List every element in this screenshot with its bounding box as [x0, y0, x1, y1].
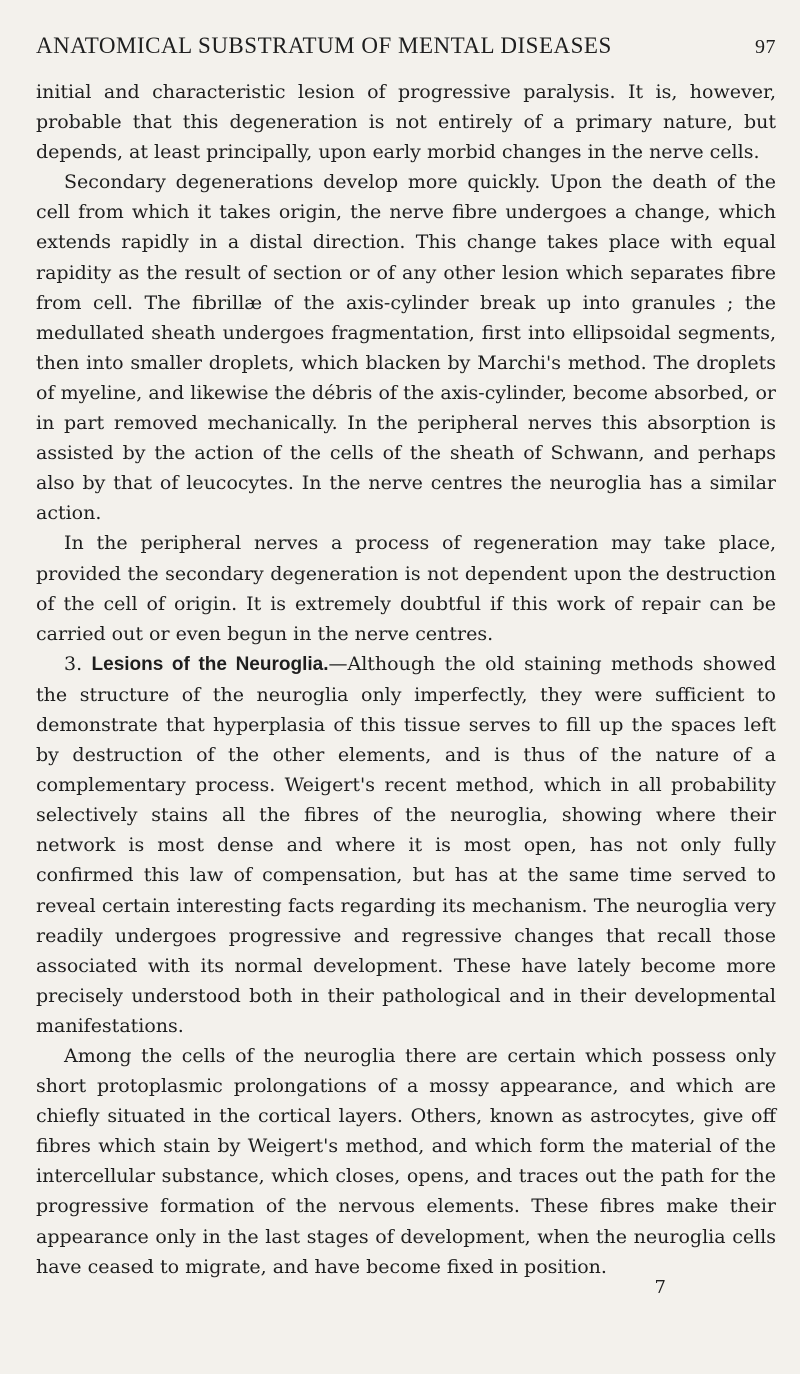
running-title: ANATOMICAL SUBSTRATUM OF MENTAL DISEASES	[36, 33, 612, 58]
section-number: 3.	[64, 652, 83, 675]
running-head	[36, 30, 776, 63]
page-number: 97	[755, 36, 776, 58]
paragraph: Secondary degenerations develop more quickly. Upon the death of the cell from which it takes origin, the nerve fibre undergoes a change, which extends rapidly in a distal direction. This change takes place with equal rapidity as the result of section or of any other lesion which separates fibre from cell. The fibrillæ of the axis-cylinder break up into granules ; the medullated sheath undergoes fragmentation, first into ellipsoidal segments, then into smaller droplets, which blacken by Marchi's method. The droplets of myeline, and likewise the débris of the axis-cylinder, become absorbed, or in part removed mechanically. In the peripheral nerves this absorption is assisted by the action of the cells of the sheath of Schwann, and perhaps also by that of leucocytes. In the nerve centres the neuroglia has a similar action.	[36, 171, 776, 525]
paragraph: Among the cells of the neuroglia there are certain which possess only short protoplasmic prolongations of a mossy appearance, and which are chiefly situated in the cortical layers. Others, known as astrocytes, give off fibres which stain by Weigert's method, and which form the material of the intercellular substance, which closes, opens, and traces out the path for the progressive formation of the nervous elements. These fibres make their appearance only in the last stages of development, when the neuroglia cells have ceased to migrate, and have become fixed in position.	[36, 1045, 776, 1278]
signature-mark: 7	[654, 1276, 666, 1298]
body-text	[36, 77, 776, 1282]
book-page	[36, 30, 776, 1298]
section-paragraph	[36, 649, 776, 1041]
paragraph: initial and characteristic lesion of progressive paralysis. It is, however, probable that this degeneration is not entirely of a primary nature, but depends, at least principally, upon early morbid changes in the nerve cells.	[36, 81, 776, 164]
section-text: —Although the old staining methods showed the structure of the neuroglia only imperfectly, they were sufficient to demonstrate that hyperplasia of this tissue serves to fill up the spaces left by destruction of the other elements, and is thus of the nature of a complementary process. Weigert's recent method, which in all probability selectively stains all the fibres of the neuroglia, showing where their network is most dense and where it is most open, has not only fully confirmed this law of compensation, but has at the same time served to reveal certain interesting facts regarding its mechanism. The neuroglia very readily undergoes progressive and regressive changes that recall those associated with its normal development. These have lately become more precisely understood both in their pathological and in their developmental manifestations.	[36, 652, 776, 1037]
section-heading: Lesions of the Neuroglia.	[91, 653, 329, 675]
paragraph: In the peripheral nerves a process of regeneration may take place, provided the secondary degeneration is not dependent upon the destruction of the cell of origin. It is extremely doubtful if this work of repair can be carried out or even begun in the nerve centres.	[36, 532, 776, 645]
